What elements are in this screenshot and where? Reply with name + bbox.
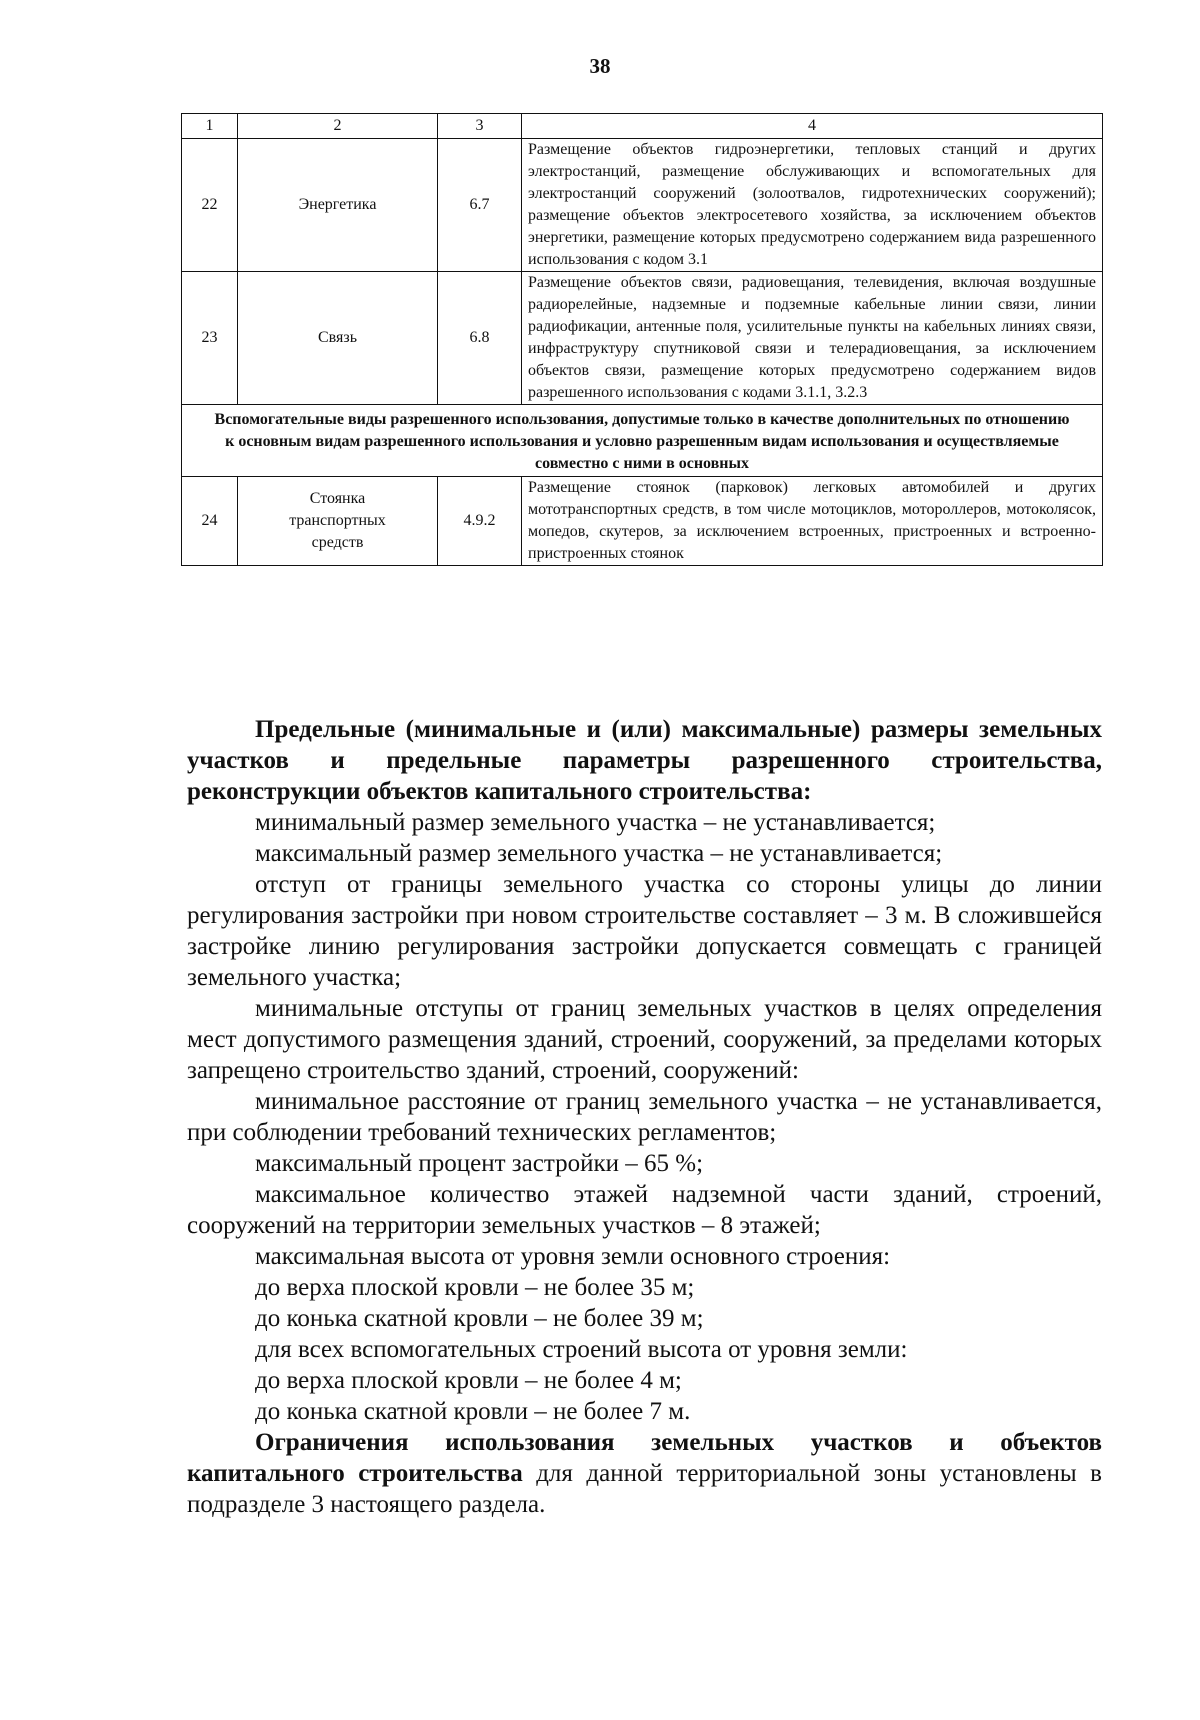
paragraph: до конька скатной кровли – не более 7 м.: [255, 1398, 691, 1425]
paragraph: отступ от границы земельного участка со стороны улицы до линии регулирования застройки при новом строительстве составляет – 3 м. В сложившейся застройке линию регулирования застройки допускается совмещать с границей земельного участка;: [187, 871, 1102, 991]
header-col-2: 2: [238, 114, 438, 139]
land-use-table: [181, 113, 1103, 566]
header-col-1: 1: [182, 114, 238, 139]
header-col-4: 4: [522, 114, 1103, 139]
row-number: 24: [182, 477, 238, 566]
use-type-code: 6.8: [438, 272, 522, 405]
paragraph: минимальные отступы от границ земельных участков в целях определения мест допустимого размещения зданий, строений, сооружений, за пределами которых запрещено строительство зданий, строений, сооружений:: [187, 995, 1102, 1084]
table-row: [182, 477, 1103, 566]
paragraph: для всех вспомогательных строений высота от уровня земли:: [255, 1336, 908, 1363]
paragraph: минимальное расстояние от границ земельного участка – не устанавливается, при соблюдении требований технических регламентов;: [187, 1088, 1102, 1146]
section-body: [187, 714, 1102, 1520]
paragraph: максимальная высота от уровня земли основного строения:: [255, 1243, 891, 1270]
paragraph: до верха плоской кровли – не более 35 м;: [255, 1274, 695, 1301]
paragraph: минимальный размер земельного участка – не устанавливается;: [255, 809, 936, 836]
closing-paragraph: [187, 1427, 1102, 1520]
use-type-description: Размещение объектов гидроэнергетики, тепловых станций и других электростанций, размещение обслуживающих и вспомогательных для электростанций сооружений (золоотвалов, гидротехнических сооружений); размещение объектов электросетевого хозяйства, за исключением объектов энергетики, размещение которых предусмотрено содержанием вида разрешенного использования с кодом 3.1: [522, 139, 1103, 272]
table-row: [182, 139, 1103, 272]
header-col-3: 3: [438, 114, 522, 139]
auxiliary-uses-header: Вспомогательные виды разрешенного использования, допустимые только в качестве дополнительных по отношению к основным видам разрешенного использования и условно разрешенным видам использования и осуществляемые совместно с ними в основных: [182, 405, 1103, 477]
paragraph: до конька скатной кровли – не более 39 м;: [255, 1305, 704, 1332]
use-type-name: Связь: [238, 272, 438, 405]
paragraph: максимальный размер земельного участка – не устанавливается;: [255, 840, 943, 867]
use-type-name: Стоянка транспортных средств: [238, 477, 438, 566]
auxiliary-uses-header-row: [182, 405, 1103, 477]
page-number: 38: [589, 54, 611, 78]
row-number: 22: [182, 139, 238, 272]
closing-text: для данной территориальной зоны установлены в подразделе 3 настоящего раздела.: [187, 1460, 1102, 1518]
use-type-description: Размещение объектов связи, радиовещания, телевидения, включая воздушные радиорелейные, надземные и подземные кабельные линии связи, линии радиофикации, антенные поля, усилительные пункты на кабельных линиях связи, инфраструктуру спутниковой связи и телерадиовещания, за исключением объектов связи, размещение которых предусмотрено содержанием видов разрешенного использования с кодами 3.1.1, 3.2.3: [522, 272, 1103, 405]
use-type-description: Размещение стоянок (парковок) легковых автомобилей и других мототранспортных средств, в том числе мотоциклов, мотороллеров, мотоколясок, мопедов, скутеров, за исключением встроенных, пристроенных и встроенно-пристроенных стоянок: [522, 477, 1103, 566]
use-type-name: Энергетика: [238, 139, 438, 272]
paragraph: максимальное количество этажей надземной части зданий, строений, сооружений на территории земельных участков – 8 этажей;: [187, 1181, 1102, 1239]
table-row: [182, 272, 1103, 405]
use-type-code: 4.9.2: [438, 477, 522, 566]
use-type-code: 6.7: [438, 139, 522, 272]
row-number: 23: [182, 272, 238, 405]
closing-bold-text: Ограничения использования земельных участков и объектов капитального строительства: [187, 1429, 1102, 1487]
paragraph: до верха плоской кровли – не более 4 м;: [255, 1367, 682, 1394]
paragraph: максимальный процент застройки – 65 %;: [255, 1150, 704, 1177]
section-heading: Предельные (минимальные и (или) максимальные) размеры земельных участков и предельные параметры разрешенного строительства, реконструкции объектов капитального строительства:: [187, 716, 1102, 805]
table-header-row: [182, 114, 1103, 139]
